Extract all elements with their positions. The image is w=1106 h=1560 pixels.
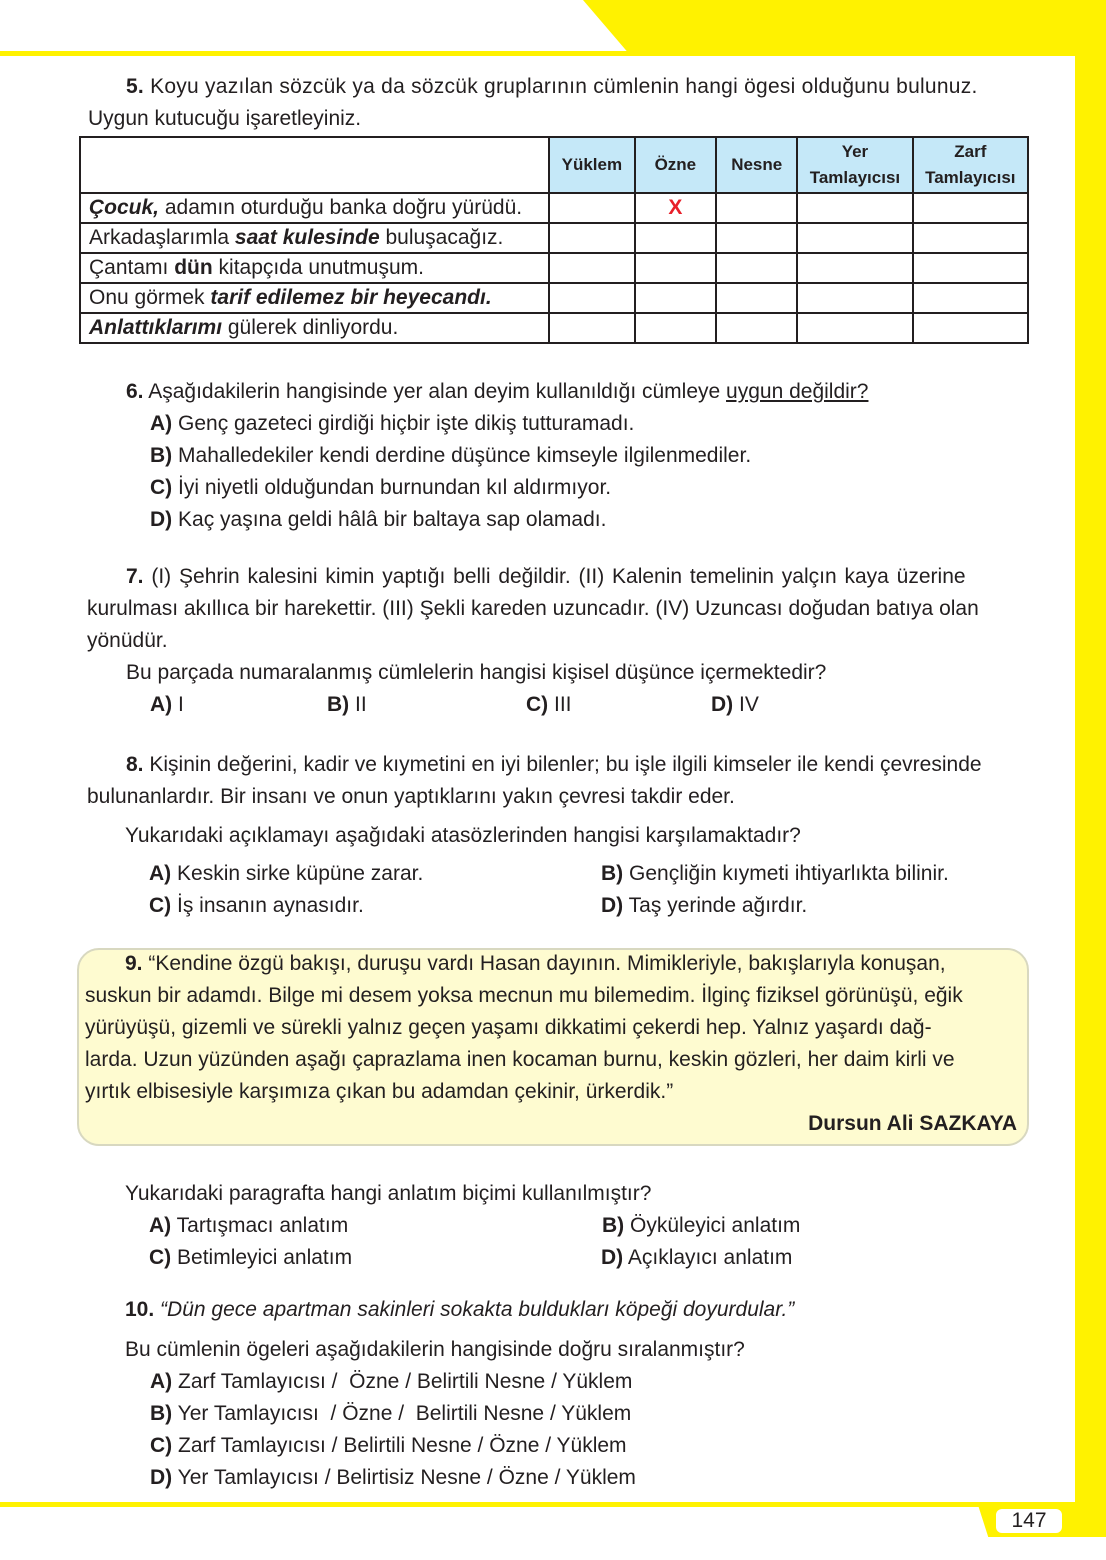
checkbox-cell[interactable]: [635, 253, 717, 283]
header-text: Tamlayıcısı: [809, 168, 901, 187]
option-letter: A): [149, 1214, 172, 1237]
text-part: Arkadaşlarımla: [89, 226, 235, 249]
q9-number: 9.: [125, 952, 143, 975]
option-letter: A): [150, 1370, 173, 1393]
option-text: Keskin sirke küpüne zarar.: [177, 862, 424, 885]
q7-line1: [126, 561, 966, 593]
q9-line3: yürüyüşü, gizemli ve sürekli yalnız geçen yaşamı dikkatimi çekerdi hep. Yalnız yaşardı dağ-: [85, 1016, 932, 1039]
checkbox-cell[interactable]: [716, 223, 797, 253]
option-letter: B): [150, 1402, 173, 1425]
checkbox-cell[interactable]: [797, 223, 912, 253]
checkbox-cell[interactable]: [549, 313, 634, 343]
bold-part: Anlattıklarımı: [89, 316, 223, 339]
table-row: [80, 283, 1028, 313]
q10-question: [125, 1294, 794, 1326]
q6-underlined-text: uygun değildir?: [726, 380, 869, 403]
option-text: Öyküleyici anlatım: [630, 1214, 801, 1237]
q6-option-a[interactable]: [150, 408, 634, 440]
option-letter: D): [150, 1466, 173, 1489]
text-part: Onu görmek: [89, 286, 211, 309]
option-letter: A): [149, 862, 172, 885]
top-band: [583, 0, 1106, 55]
option-text: Zarf Tamlayıcısı / Belirtili Nesne / Özne / Yüklem: [178, 1434, 627, 1457]
option-text: III: [554, 693, 572, 716]
q7-number: 7.: [126, 565, 144, 588]
q5-number: 5.: [126, 75, 145, 98]
sentence-cell: [80, 253, 549, 283]
checkbox-cell[interactable]: [716, 253, 797, 283]
bold-part: Çocuk,: [89, 196, 160, 219]
option-letter: C): [149, 894, 172, 917]
q9-prompt: Yukarıdaki paragrafta hangi anlatım biçimi kullanılmıştır?: [125, 1182, 652, 1205]
q9-option-c[interactable]: [149, 1242, 352, 1274]
checkbox-cell[interactable]: [635, 313, 717, 343]
checkbox-cell[interactable]: [716, 313, 797, 343]
option-text: Yer Tamlayıcısı / Özne / Belirtili Nesne / Yüklem: [177, 1402, 632, 1425]
table-row: [80, 223, 1028, 253]
q6-option-b[interactable]: [150, 440, 751, 472]
option-letter: C): [149, 1246, 172, 1269]
option-letter: C): [150, 1434, 173, 1457]
checkbox-cell[interactable]: [913, 283, 1028, 313]
q9-option-a[interactable]: [149, 1210, 348, 1242]
header-ozne: Özne: [635, 137, 717, 193]
header-yuklem: Yüklem: [549, 137, 634, 193]
option-letter: B): [601, 862, 624, 885]
q10-sentence: “Dün gece apartman sakinleri sokakta buldukları köpeği doyurdular.”: [160, 1298, 795, 1321]
q6-question: [126, 376, 868, 408]
q9-author: [808, 1108, 1017, 1140]
q7-option-a[interactable]: [150, 689, 184, 721]
q10-option-d[interactable]: [150, 1462, 636, 1494]
right-strip: [1075, 55, 1106, 1537]
q7-option-c[interactable]: [526, 689, 572, 721]
checkbox-cell[interactable]: [913, 223, 1028, 253]
table-row: [80, 313, 1028, 343]
checkbox-cell[interactable]: [549, 223, 634, 253]
checkbox-cell[interactable]: [716, 283, 797, 313]
q6-option-c[interactable]: [150, 472, 611, 504]
q7-text: (I) Şehrin kalesini kimin yaptığı belli değildir. (II) Kalenin temelinin yalçın kaya üzerine: [151, 565, 966, 588]
option-letter: D): [601, 894, 624, 917]
checkbox-cell[interactable]: [549, 253, 634, 283]
checkbox-cell[interactable]: [797, 193, 912, 223]
checkbox-cell[interactable]: [913, 193, 1028, 223]
option-text: IV: [739, 693, 759, 716]
q9-option-b[interactable]: [602, 1210, 800, 1242]
bold-part: saat kulesinde: [234, 226, 380, 249]
header-nesne: Nesne: [716, 137, 797, 193]
text-part: Çantamı: [89, 256, 175, 279]
q8-option-b[interactable]: [601, 858, 949, 890]
q8-line2: bulunanlardır. Bir insanı ve onun yaptıklarını yakın çevresi takdir eder.: [87, 785, 735, 808]
q7-option-d[interactable]: [711, 689, 759, 721]
sentence-cell: [80, 313, 549, 343]
header-yer-tamlayicisi: [797, 137, 912, 193]
header-text: Zarf: [954, 142, 987, 161]
header-zarf-tamlayicisi: [913, 137, 1028, 193]
q9-line5: yırtık elbisesiyle karşımıza çıkan bu adamdan çekinir, ürkerdik.”: [85, 1080, 674, 1103]
bold-part: tarif edilemez bir heyecandı.: [210, 286, 492, 309]
sentence-cell: [80, 223, 549, 253]
sentence-cell: [80, 283, 549, 313]
header-text: Tamlayıcısı: [925, 168, 1016, 187]
q9-text: “Kendine özgü bakışı, duruşu vardı Hasan dayının. Mimikleriyle, bakışlarıyla konuşan,: [148, 952, 946, 975]
text-part: kitapçıda unutmuşum.: [212, 256, 424, 279]
q9-line2: suskun bir adamdı. Bilge mi desem yoksa mecnun mu bilemedim. İlginç fiziksel görünüşü, eğik: [85, 984, 963, 1007]
option-letter: D): [711, 693, 734, 716]
checkbox-cell[interactable]: [797, 253, 912, 283]
text-part: gülerek dinliyordu.: [222, 316, 399, 339]
q6-text: Aşağıdakilerin hangisinde yer alan deyim kullanıldığı cümleye: [148, 380, 727, 403]
q10-option-a[interactable]: [150, 1366, 632, 1398]
q10-option-b[interactable]: [150, 1398, 631, 1430]
option-letter: C): [150, 476, 173, 499]
q10-prompt: Bu cümlenin ögeleri aşağıdakilerin hangisinde doğru sıralanmıştır?: [125, 1338, 745, 1361]
q8-number: 8.: [126, 753, 144, 776]
option-letter: B): [150, 444, 173, 467]
top-rule: [0, 51, 1106, 56]
checkbox-cell[interactable]: [797, 313, 912, 343]
option-letter: A): [150, 693, 173, 716]
option-text: II: [355, 693, 367, 716]
q5-text-line1: Koyu yazılan sözcük ya da sözcük gruplarının cümlenin hangi ögesi olduğunu bulunuz.: [150, 75, 978, 98]
table-row: [80, 253, 1028, 283]
table-row: [80, 193, 1028, 223]
bold-part: dün: [174, 256, 213, 279]
checkbox-cell[interactable]: [797, 283, 912, 313]
checkbox-cell[interactable]: [913, 313, 1028, 343]
checkbox-cell[interactable]: [716, 193, 797, 223]
q7-option-b[interactable]: [327, 689, 367, 721]
option-letter: A): [150, 412, 173, 435]
option-text: Betimleyici anlatım: [177, 1246, 353, 1269]
option-text: İş insanın aynasıdır.: [177, 894, 364, 917]
checkbox-cell[interactable]: [913, 253, 1028, 283]
table-header-row: [80, 137, 1028, 193]
q8-text: Kişinin değerini, kadir ve kıymetini en iyi bilenler; bu işle ilgili kimseler ile kendi çevresinde: [149, 753, 982, 776]
bottom-rule: [0, 1502, 1076, 1507]
q10-number: 10.: [125, 1298, 155, 1321]
q9-line1: [125, 948, 946, 980]
page-number: 147: [996, 1509, 1062, 1533]
q9-line4: larda. Uzun yüzünden aşağı çaprazlama inen kocaman burnu, keskin gözleri, her daim kirli ve: [85, 1048, 955, 1071]
q9-option-d[interactable]: [601, 1242, 792, 1274]
checkbox-cell[interactable]: [635, 223, 717, 253]
q8-option-d[interactable]: [601, 890, 807, 922]
q10-option-c[interactable]: [150, 1430, 627, 1462]
option-letter: D): [601, 1246, 624, 1269]
option-text: Mahalledekiler kendi derdine düşünce kimseyle ilgilenmediler.: [178, 444, 752, 467]
header-text: Yer: [841, 142, 869, 161]
option-text: Genç gazeteci girdiği hiçbir işte dikiş tutturamadı.: [178, 412, 635, 435]
text-part: adamın oturduğu banka doğru yürüdü.: [159, 196, 523, 219]
q5-text-line2: Uygun kutucuğu işaretleyiniz.: [88, 107, 362, 130]
q5-table: [79, 136, 1029, 344]
q8-option-a[interactable]: [149, 858, 423, 890]
q6-option-d[interactable]: [150, 504, 606, 536]
q8-line1: [126, 749, 982, 781]
option-text: Yer Tamlayıcısı / Belirtisiz Nesne / Özne / Yüklem: [177, 1466, 636, 1489]
q7-prompt: Bu parçada numaralanmış cümlelerin hangisi kişisel düşünce içermektedir?: [126, 661, 827, 684]
option-letter: B): [327, 693, 350, 716]
checkbox-cell[interactable]: [549, 193, 634, 223]
option-text: Gençliğin kıymeti ihtiyarlıkta bilinir.: [629, 862, 949, 885]
option-letter: D): [150, 508, 173, 531]
q5-text: [126, 71, 978, 103]
blank-header: [80, 137, 549, 193]
text-part: buluşacağız.: [379, 226, 504, 249]
option-text: Tartışmacı anlatım: [176, 1214, 349, 1237]
q8-prompt: Yukarıdaki açıklamayı aşağıdaki atasözlerinden hangisi karşılamaktadır?: [125, 824, 801, 847]
author-name: Dursun Ali SAZKAYA: [808, 1112, 1017, 1135]
option-letter: C): [526, 693, 549, 716]
q6-number: 6.: [126, 380, 144, 403]
option-text: Zarf Tamlayıcısı / Özne / Belirtili Nesne / Yüklem: [178, 1370, 633, 1393]
q8-option-c[interactable]: [149, 890, 364, 922]
checkbox-cell[interactable]: X: [635, 193, 717, 223]
option-text: Açıklayıcı anlatım: [627, 1246, 793, 1269]
q7-line2: kurulması akıllıca bir harekettir. (III) Şekli kareden uzuncadır. (IV) Uzuncası doğudan batıya olan: [87, 597, 979, 620]
option-text: Taş yerinde ağırdır.: [628, 894, 808, 917]
option-text: İyi niyetli olduğundan burnundan kıl aldırmıyor.: [178, 476, 612, 499]
checkbox-cell[interactable]: [635, 283, 717, 313]
sentence-cell: [80, 193, 549, 223]
q7-line3: yönüdür.: [87, 629, 168, 652]
option-text: Kaç yaşına geldi hâlâ bir baltaya sap olamadı.: [178, 508, 607, 531]
checkbox-cell[interactable]: [549, 283, 634, 313]
option-letter: B): [602, 1214, 625, 1237]
option-text: I: [178, 693, 184, 716]
